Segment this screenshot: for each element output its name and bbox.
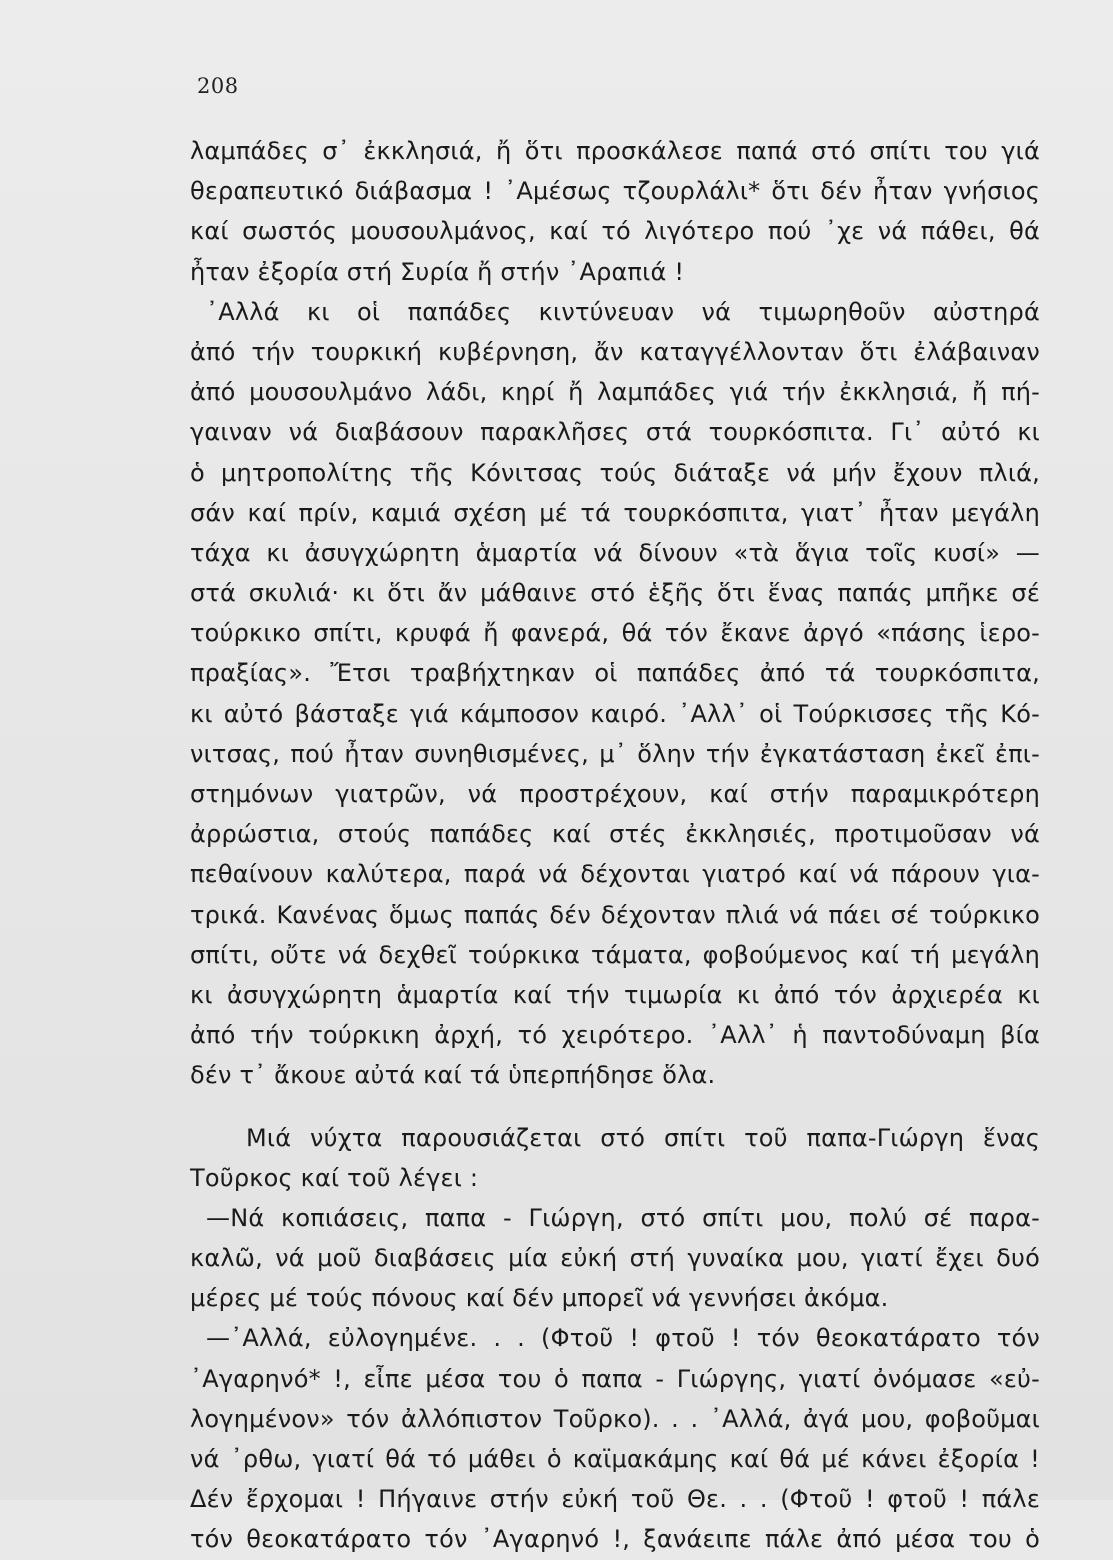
text-line: τόν θεοκατάρατο τόν ᾽Αγαρηνό !, ξανάειπε πάλε ἀπό μέσα του ὁ bbox=[190, 1525, 1040, 1554]
text-line: ἀρρώστια, στούς παπάδες καί στές ἐκκλησιές, προτιμοῦσαν νά bbox=[190, 820, 1040, 849]
text-line: ἀπό τήν τουρκική κυβέρνηση, ἄν καταγγέλλονταν ὅτι ἐλάβαιναν bbox=[190, 337, 1040, 366]
paragraph-start-line: Μιά νύχτα παρουσιάζεται στό σπίτι τοῦ παπα-Γιώργη ἕνας bbox=[246, 1123, 1040, 1152]
text-line: τρικά. Κανένας ὅμως παπάς δέν δέχονταν πλιά νά πάει σέ τούρκικο bbox=[190, 900, 1040, 929]
text-line: πραξίας». Ἔτσι τραβήχτηκαν οἱ παπάδες ἀπό τά τουρκόσπιτα, bbox=[190, 659, 1040, 688]
text-line: μέρες μέ τούς πόνους καί δέν μπορεῖ νά γεννήσει ἀκόμα. bbox=[190, 1284, 889, 1313]
text-line: πεθαίνουν καλύτερα, παρά νά δέχονται γιατρό καί νά πάρουν για- bbox=[190, 860, 1040, 889]
text-line: Τοῦρκος καί τοῦ λέγει : bbox=[190, 1163, 479, 1192]
text-line: κι αὐτό βάσταξε γιά κάμποσον καιρό. ᾽Αλλ᾽ οἱ Τούρκισσες τῆς Κό- bbox=[190, 699, 1040, 728]
paragraph-start-line: ᾽Αλλά κι οἱ παπάδες κιντύνευαν νά τιμωρηθοῦν αὐστηρά bbox=[206, 297, 1040, 326]
text-line: τάχα κι ἀσυγχώρητη ἁμαρτία νά δίνουν «τὰ ἅγια τοῖς κυσί» — bbox=[190, 538, 1040, 567]
text-line: καί σωστός μουσουλμάνος, καί τό λιγότερο πού ᾽χε νά πάθει, θά bbox=[190, 217, 1040, 246]
text-line: ὁ μητροπολίτης τῆς Κόνιτσας τούς διάταξε νά μήν ἔχουν πλιά, bbox=[190, 458, 1040, 487]
body-text bbox=[190, 131, 1040, 1560]
text-line: νά ᾽ρθω, γιατί θά τό μάθει ὁ καϊμακάμης καί θά μέ κάνει ἐξορία ! bbox=[190, 1445, 1040, 1473]
text-line: κι ἀσυγχώρητη ἁμαρτία καί τήν τιμωρία κι ἀπό τόν ἀρχιερέα κι bbox=[190, 980, 1040, 1009]
text-line: γαιναν νά διαβάσουν παρακλῆσες στά τουρκόσπιτα. Γι᾽ αὐτό κι bbox=[190, 418, 1040, 447]
text-line: ἦταν ἐξορία στή Συρία ἤ στήν ᾽Αραπιά ! bbox=[190, 257, 685, 286]
dialogue-line: —Νά κοπιάσεις, παπα - Γιώργη, στό σπίτι μου, πολύ σέ παρα- bbox=[206, 1203, 1040, 1232]
text-line: σπίτι, οὔτε νά δεχθεῖ τούρκικα τάματα, φοβούμενος καί τή μεγάλη bbox=[190, 940, 1040, 969]
text-line: σάν καί πρίν, καμιά σχέση μέ τά τουρκόσπιτα, γιατ᾽ ἦταν μεγάλη bbox=[190, 498, 1040, 527]
page-number: 208 bbox=[197, 74, 239, 98]
text-line: λαμπάδες σ᾽ ἐκκλησιά, ἤ ὅτι προσκάλεσε παπά στό σπίτι του γιά bbox=[190, 137, 1040, 165]
text-line: ἀπό τήν τούρκικη ἀρχή, τό χειρότερο. ᾽Αλλ᾽ ἡ παντοδύναμη βία bbox=[190, 1021, 1040, 1050]
dialogue-line: —᾽Αλλά, εὐλογημένε. . . (Φτοῦ ! φτοῦ ! τόν θεοκατάρατο τόν bbox=[206, 1324, 1040, 1353]
text-line: Δέν ἔρχομαι ! Πήγαινε στήν εὐκή τοῦ Θε. . . (Φτοῦ ! φτοῦ ! πάλε bbox=[190, 1485, 1040, 1514]
text-line: τούρκικο σπίτι, κρυφά ἤ φανερά, θά τόν ἔκανε ἀργό «πάσης ἱερο- bbox=[190, 619, 1040, 648]
text-line: στημόνων γιατρῶν, νά προστρέχουν, καί στήν παραμικρότερη bbox=[190, 780, 1040, 808]
text-line: λογημένον» τόν ἀλλόπιστον Τοῦρκο). . . ᾽Αλλά, ἀγά μου, φοβοῦμαι bbox=[190, 1404, 1040, 1433]
text-line: νιτσας, πού ἦταν συνηθισμένες, μ᾽ ὅλην τήν ἐγκατάσταση ἐκεῖ ἐπι- bbox=[190, 739, 1040, 768]
text-line: στά σκυλιά· κι ὅτι ἄν μάθαινε στό ἑξῆς ὅτι ἕνας παπάς μπῆκε σέ bbox=[190, 579, 1040, 608]
text-line: θεραπευτικό διάβασμα ! ᾽Αμέσως τζουρλάλι* ὅτι δέν ἦταν γνήσιος bbox=[190, 177, 1040, 206]
text-line: ἀπό μουσουλμάνο λάδι, κηρί ἤ λαμπάδες γιά τήν ἐκκλησιά, ἤ πή- bbox=[190, 378, 1040, 407]
paragraph-gap bbox=[190, 1096, 1040, 1118]
text-line: καλῶ, νά μοῦ διαβάσεις μία εὐκή στή γυναίκα μου, γιατί ἔχει δυό bbox=[190, 1244, 1040, 1273]
text-line: ᾽Αγαρηνό* !, εἶπε μέσα του ὁ παπα - Γιώργης, γιατί ὀνόμασε «εὐ- bbox=[190, 1364, 1040, 1393]
text-line: δέν τ᾽ ἄκουε αὐτά καί τά ὑπερπήδησε ὅλα. bbox=[190, 1061, 716, 1090]
